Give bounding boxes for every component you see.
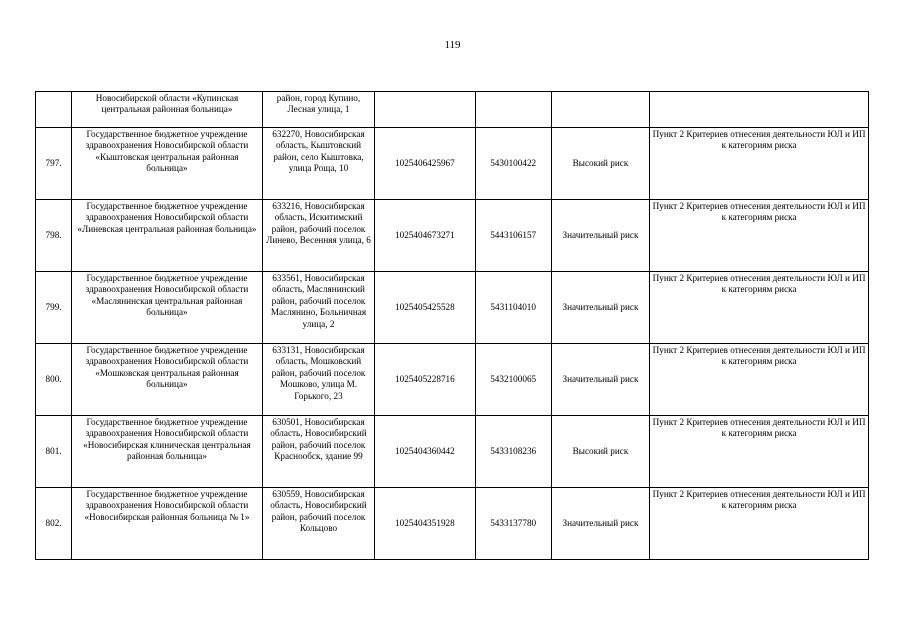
cell-number: 799.: [36, 272, 72, 344]
cell-ogrn: 1025404360442: [375, 416, 475, 488]
cell-organization-name: Государственное бюджетное учреждение здравоохранения Новосибирской области «Новосибирская районная больница № 1»: [72, 488, 263, 560]
page-number: 119: [444, 39, 461, 51]
cell-inn: 5432100065: [475, 344, 551, 416]
cell-address: 632270, Новосибирская область, Кыштовский район, село Кыштовка, улица Роща, 10: [262, 128, 374, 200]
cell-address: 633131, Новосибирская область, Мошковский район, рабочий поселок Мошково, улица М. Горького, 23: [262, 344, 374, 416]
cell-risk: Значительный риск: [551, 272, 649, 344]
cell-number: 798.: [36, 200, 72, 272]
table-row-continuation: [36, 92, 869, 128]
table-row: [36, 200, 869, 272]
cell-basis: Пункт 2 Критериев отнесения деятельности ЮЛ и ИП к категориям риска: [650, 200, 869, 272]
cell-organization-name: Государственное бюджетное учреждение здравоохранения Новосибирской области «Линевская центральная районная больница»: [72, 200, 263, 272]
cell-organization-name: Государственное бюджетное учреждение здравоохранения Новосибирской области «Новосибирская клиническая центральная районная больница»: [72, 416, 263, 488]
cell-ogrn: 1025405228716: [375, 344, 475, 416]
cell-ogrn: 1025405425528: [375, 272, 475, 344]
cell-inn: 5431104010: [475, 272, 551, 344]
cell-number: 802.: [36, 488, 72, 560]
table-row: [36, 416, 869, 488]
cell-basis: Пункт 2 Критериев отнесения деятельности ЮЛ и ИП к категориям риска: [650, 272, 869, 344]
cell-number: 800.: [36, 344, 72, 416]
cell-inn: 5443106157: [475, 200, 551, 272]
cell-number: 797.: [36, 128, 72, 200]
cell-address: 630559, Новосибирская область, Новосибирский район, рабочий поселок Кольцово: [262, 488, 374, 560]
cell-address: 633561, Новосибирская область, Маслянинский район, рабочий поселок Маслянино, Больничная улица, 2: [262, 272, 374, 344]
cell-organization-name: Государственное бюджетное учреждение здравоохранения Новосибирской области «Мошковская центральная районная больница»: [72, 344, 263, 416]
cell-basis: [650, 92, 869, 128]
cell-organization-name: Государственное бюджетное учреждение здравоохранения Новосибирской области «Кыштовская центральная районная больница»: [72, 128, 263, 200]
table-row: [36, 344, 869, 416]
cell-risk: [551, 92, 649, 128]
cell-risk: Высокий риск: [551, 128, 649, 200]
cell-ogrn: 1025404673271: [375, 200, 475, 272]
cell-ogrn: 1025406425967: [375, 128, 475, 200]
cell-number: [36, 92, 72, 128]
cell-risk: Значительный риск: [551, 344, 649, 416]
cell-address: 630501, Новосибирская область, Новосибирский район, рабочий поселок Краснообск, здание 99: [262, 416, 374, 488]
cell-basis: Пункт 2 Критериев отнесения деятельности ЮЛ и ИП к категориям риска: [650, 128, 869, 200]
cell-risk: Значительный риск: [551, 488, 649, 560]
cell-number: 801.: [36, 416, 72, 488]
table-row: [36, 128, 869, 200]
cell-basis: Пункт 2 Критериев отнесения деятельности ЮЛ и ИП к категориям риска: [650, 488, 869, 560]
cell-inn: 5433137780: [475, 488, 551, 560]
cell-organization-name: Государственное бюджетное учреждение здравоохранения Новосибирской области «Маслянинская центральная районная больница»: [72, 272, 263, 344]
table-row: [36, 488, 869, 560]
cell-address: район, город Купино, Лесная улица, 1: [262, 92, 374, 128]
cell-risk: Высокий риск: [551, 416, 649, 488]
cell-basis: Пункт 2 Критериев отнесения деятельности ЮЛ и ИП к категориям риска: [650, 344, 869, 416]
table-row: [36, 272, 869, 344]
cell-ogrn: 1025404351928: [375, 488, 475, 560]
cell-inn: [475, 92, 551, 128]
cell-inn: 5430100422: [475, 128, 551, 200]
cell-basis: Пункт 2 Критериев отнесения деятельности ЮЛ и ИП к категориям риска: [650, 416, 869, 488]
cell-risk: Значительный риск: [551, 200, 649, 272]
cell-address: 633216, Новосибирская область, Искитимский район, рабочий поселок Линево, Весенняя улица, 6: [262, 200, 374, 272]
cell-inn: 5433108236: [475, 416, 551, 488]
registry-table: [35, 91, 869, 560]
cell-organization-name: Новосибирской области «Купинская центральная районная больница»: [72, 92, 263, 128]
cell-ogrn: [375, 92, 475, 128]
